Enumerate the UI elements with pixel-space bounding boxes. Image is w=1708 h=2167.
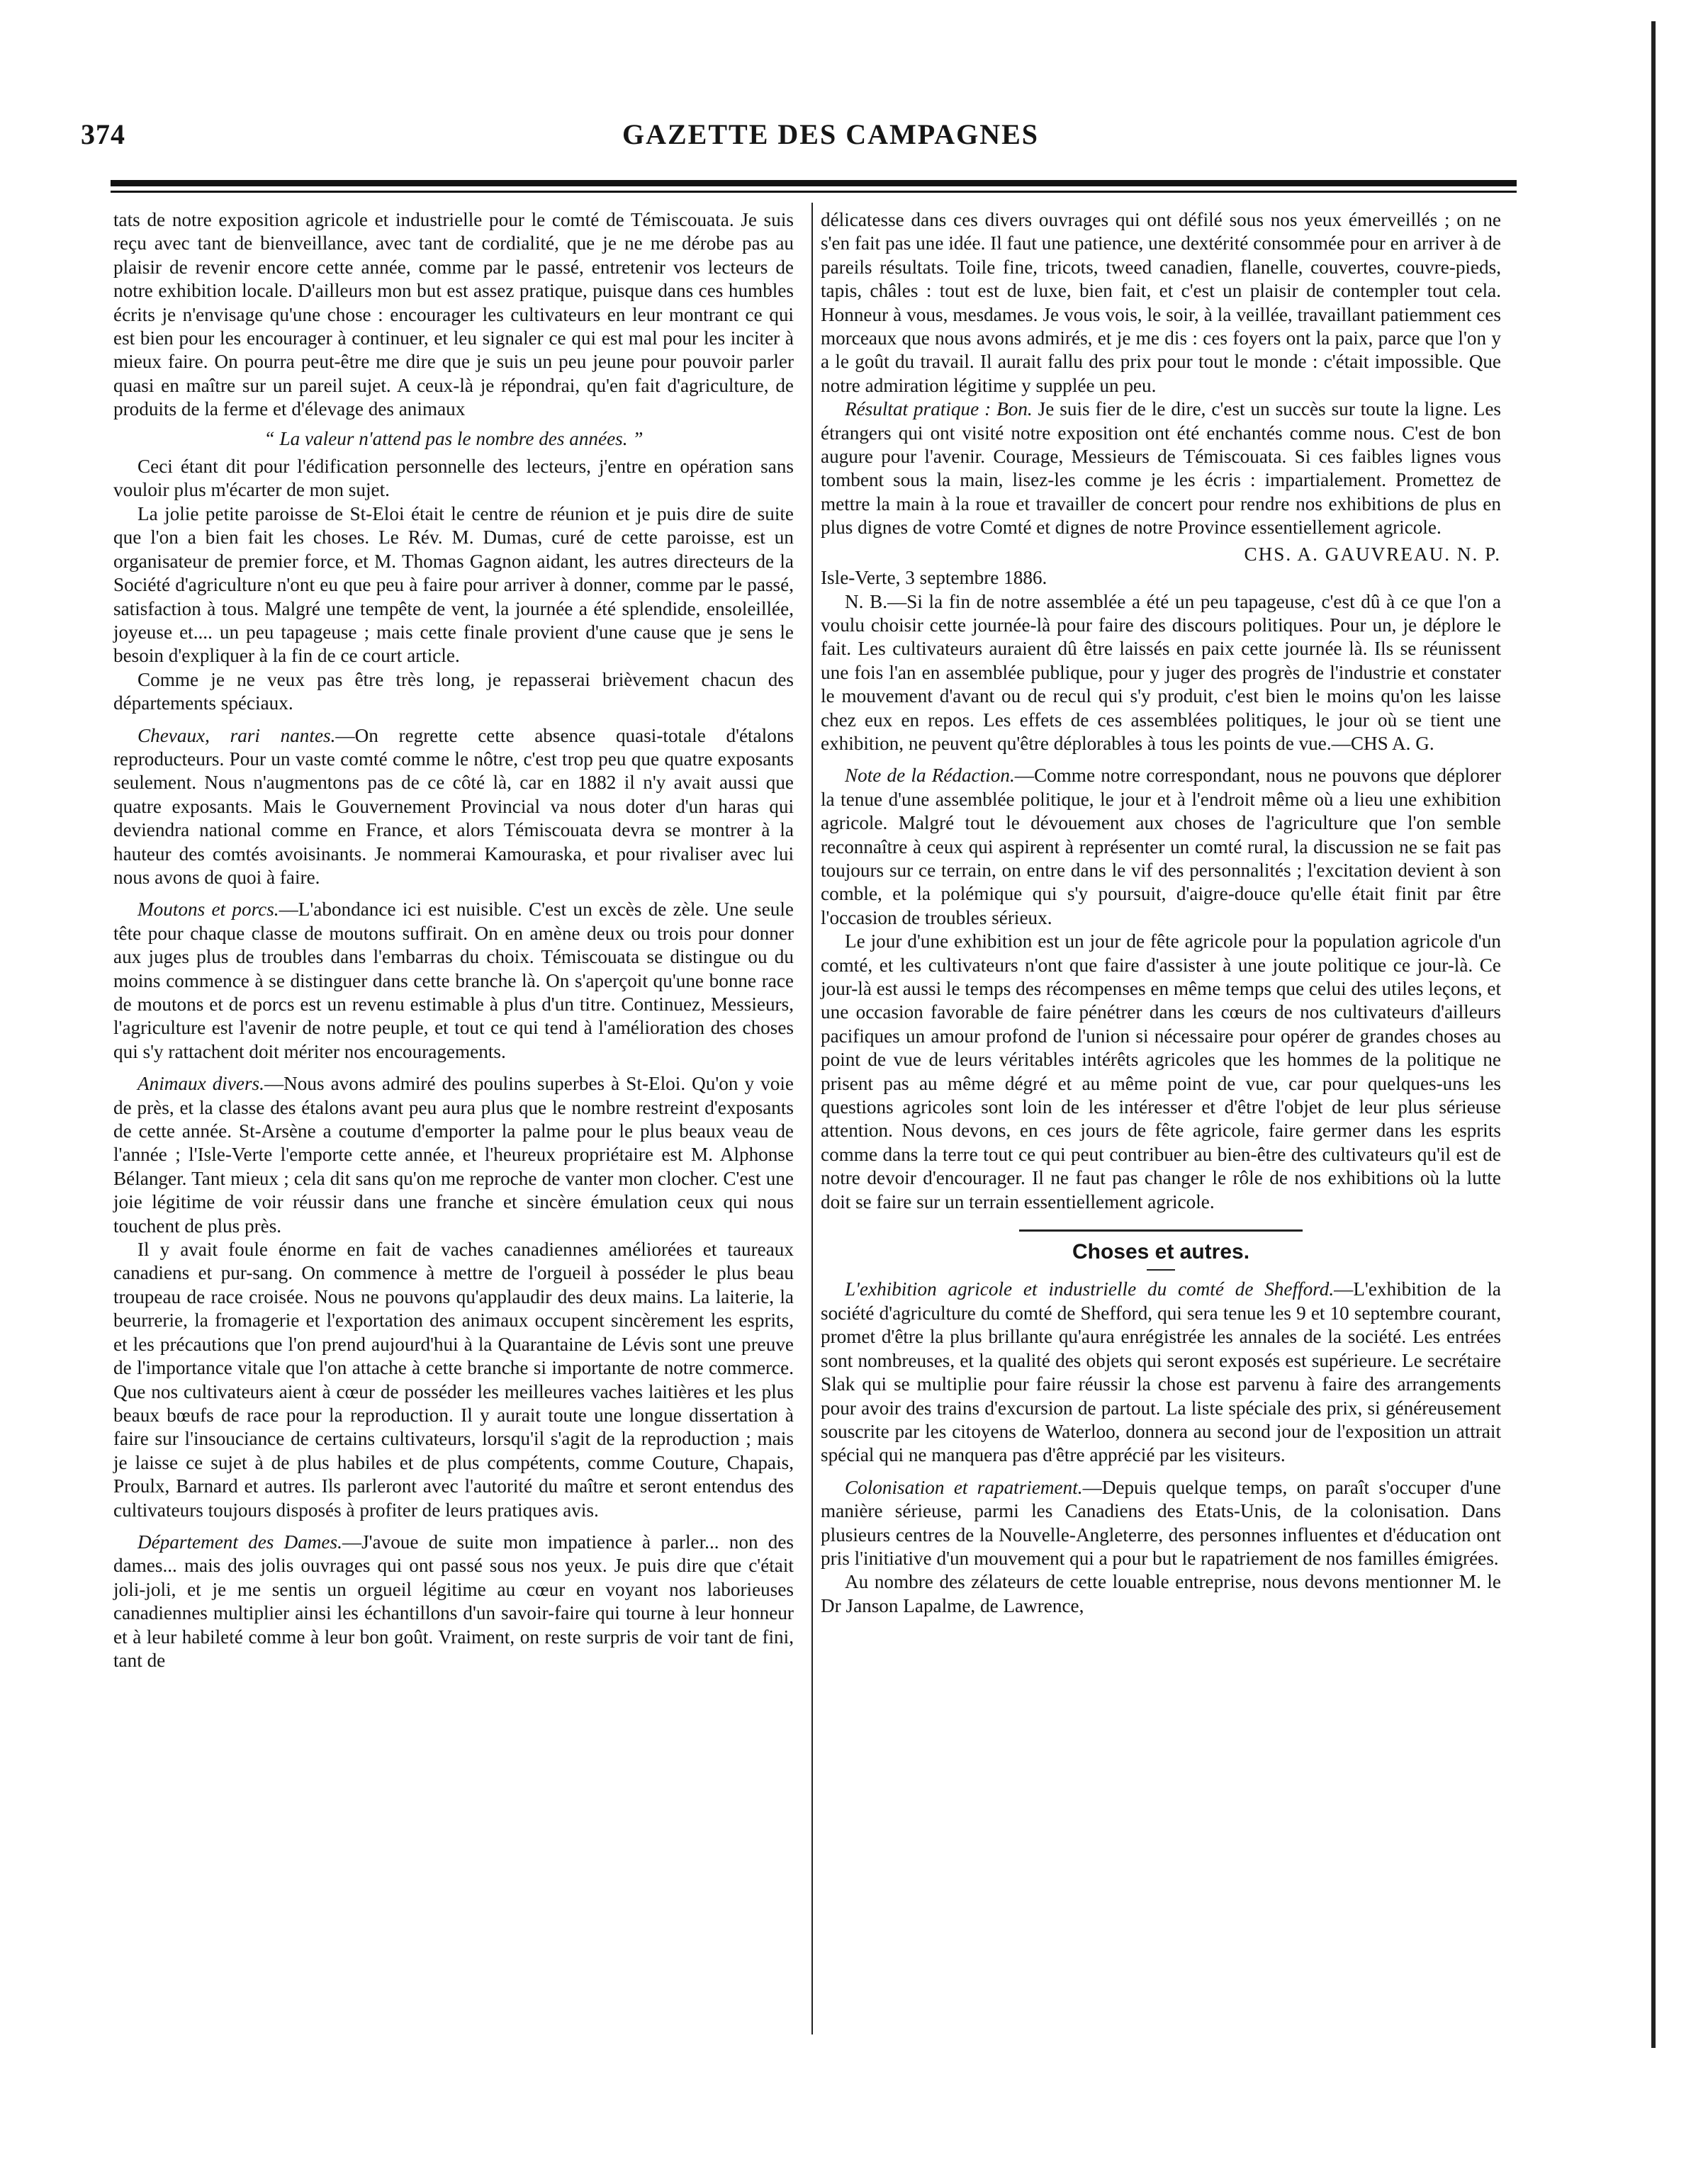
paragraph-lead: Colonisation et rapatriement. xyxy=(845,1476,1083,1498)
header-rule-thin xyxy=(111,191,1517,193)
binding-edge-mark xyxy=(1651,21,1656,2048)
paragraph-lead: Chevaux, rari nantes. xyxy=(137,724,336,746)
paragraph-chevaux xyxy=(113,724,794,890)
section-rule xyxy=(1019,1229,1303,1232)
paragraph-moutons xyxy=(113,898,794,1064)
paragraph-body: —L'abondance ici est nuisible. C'est un excès de zèle. Une seule tête pour chaque classe de moutons suffirait. On en amène deux ou trois pour donner aux juges plus de troubles dans l'embarras du choix. Témiscouata se distingue ou du moins commence à se distinguer dans cette branche là. On s'aperçoit qu'une bonne race de moutons et de porcs est un revenu estimable à plus d'un titre. Continuez, Messieurs, l'agriculture est l'avenir de notre peuple, et tout ce qui tend à l'amélioration des choses qui s'y rattachent doit mériter nos encouragements. xyxy=(113,899,794,1062)
page-number: 374 xyxy=(81,118,125,150)
paragraph: Comme je ne veux pas être très long, je repasserai brièvement chacun des départements spéciaux. xyxy=(113,668,794,714)
paragraph-body: Je suis fier de le dire, c'est un succès sur toute la ligne. Les étrangers qui ont visité notre exposition ont été enchantés comme nous. C'est de bon augure pour l'avenir. Courage, Messieurs de Témiscouata. Si ces faibles lignes vous tombent sous la main, lisez-les comme je les écris : impartialement. Promettez de mettre la main à la roue et travailler de concert pour rendre nos exhibitions de plus en plus dignes de votre Comté et dignes de notre Province essentiellement agricole. xyxy=(821,398,1501,539)
paragraph: La jolie petite paroisse de St-Eloi était le centre de réunion et je puis dire de suite que l'on a bien fait les choses. Le Rév. M. Dumas, curé de cette paroisse, est un organisateur de premier force, et M. Thomas Gagnon aidant, les autres directeurs de la Société d'agriculture n'ont eu que peu à faire pour arriver à donner, comme par le passé, satisfaction à tous. Malgré une tempête de vent, la journée a été splendide, ensoleillée, joyeuse et.... un peu tapageuse ; mais cette finale provient d'une cause que je sens le besoin d'expliquer à la fin de ce court article. xyxy=(113,502,794,667)
section-rule-short xyxy=(1147,1269,1175,1271)
paragraph-lead: Résultat pratique : Bon. xyxy=(845,398,1033,420)
paragraph: Le jour d'une exhibition est un jour de fête agricole pour la population agricole d'un comté, et les cultivateurs n'ont que faire d'assister à une joute politique ce jour-là. Ce jour-là est aussi le temps des récompenses en même temps que celui des utiles leçons, et une occasion favorable de faire pénétrer dans les cœurs de nos cultivateurs d'ailleurs pacifiques un amour profond de l'union si nécessaire pour opérer de grandes choses au point de vue de leurs véritables intérêts agricoles que les hommes de la politique ne prisent pas au même dégré et au même point de vue, car pour quelques-uns les questions agricoles sont loin de les intéresser et d'être l'objet de leur plus sérieuse attention. Nous devons, en ces jours de fête agricole, faire germer dans les esprits comme dans la terre tout ce qui peut contribuer au bien-être des cultivateurs qu'il est de notre devoir d'encourager. Il ne faut pas changer le rôle de nos exhibitions où la lutte doit se faire sur un terrain essentiellement agricole. xyxy=(821,930,1501,1212)
running-title: GAZETTE DES CAMPAGNES xyxy=(622,118,1040,150)
paragraph-editor-note xyxy=(821,764,1501,930)
left-column xyxy=(113,208,794,1672)
paragraph-lead: Département des Dames. xyxy=(137,1531,342,1553)
paragraph-body: —On regrette cette absence quasi-totale d'étalons reproducteurs. Pour un vaste comté comme le nôtre, c'est trop peu que quatre exposants seulement. Nous n'augmentons pas de ce côté là, car en 1882 il n'y avait aussi que quatre exposants. Mais le Gouvernement Provincial va nous doter d'un haras qui deviendra national comme en France, et alors Témiscouata devra se montrer à la hauteur des comtés avoisinants. Je nommerai Kamouraska, et pour rivaliser avec lui nous avons de quoi à faire. xyxy=(113,724,794,888)
paragraph-lead: L'exhibition agricole et industrielle du comté de Shefford. xyxy=(845,1278,1335,1300)
paragraph: Ceci étant dit pour l'édification personnelle des lecteurs, j'entre en opération sans vouloir plus m'écarter de mon sujet. xyxy=(113,456,794,501)
paragraph-shefford xyxy=(821,1278,1501,1467)
section-heading: Choses et autres. xyxy=(1072,1240,1250,1264)
paragraph-lead: Moutons et porcs. xyxy=(137,899,279,921)
paragraph-continued: délicatesse dans ces divers ouvrages qui ont défilé sous nos yeux émerveillés ; on ne s'en fait pas une idée. Il faut une patience, une dextérité consommée pour en arriver à de pareils résultats. Toile fine, tricots, tweed canadien, flanelle, couvertes, couvre-pieds, tapis, châles : tout est de luxe, bien fait, et c'est un plaisir de contempler tout cela. Honneur à vous, mesdames. Je vous vois, le soir, à la veillée, travaillant patiemment ces morceaux que nous avons admirés, et je me dis : ces foyers ont la paix, parce que l'on y a le goût du travail. Il aurait fallu des prix pour tout le monde : c'était impossible. Que notre admiration légitime y supplée un peu. xyxy=(821,209,1501,396)
paragraph: Au nombre des zélateurs de cette louable entreprise, nous devons mentionner M. le Dr Janson Lapalme, de Lawrence, xyxy=(821,1571,1501,1616)
column-divider xyxy=(811,203,813,2034)
paragraph-resultat xyxy=(821,398,1501,539)
paragraph-body: —J'avoue de suite mon impatience à parler... non des dames... mais des jolis ouvrages qui ont passé sous nos yeux. Je puis dire que c'était joli-joli, et je me sentis un orgueil légitime au cœur en voyant nos laborieuses canadiennes multiplier ainsi les échantillons d'un savoir-faire qui tourne à leur honneur et à leur habileté comme à leur bon goût. Vraiment, on reste surpris de voir tant de fini, tant de xyxy=(113,1531,794,1671)
dateline: Isle-Verte, 3 septembre 1886. xyxy=(821,567,1047,589)
signature: CHS. A. GAUVREAU. N. P. xyxy=(1244,543,1501,565)
section-header xyxy=(821,1229,1501,1271)
paragraph-colonisation xyxy=(821,1476,1501,1571)
page-header xyxy=(0,118,1708,160)
paragraph-animaux xyxy=(113,1072,794,1238)
paragraph-body: —Depuis quelque temps, on paraît s'occuper d'une manière sérieuse, parmi les Canadiens des Etats-Unis, de la colonisation. Dans plusieurs centres de la Nouvelle-Angleterre, des personnes influentes et d'éducation ont pris l'initiative d'un mouvement qui a pour but le rapatriement de nos familles émigrées. xyxy=(821,1476,1502,1569)
paragraph-body: —L'exhibition de la société d'agriculture du comté de Shefford, qui sera tenue les 9 et 10 septembre courant, promet d'être la plus brillante qu'aura enrégistrée les annales de la société. Les entrées sont nombreuses, et la qualité des objets qui seront exposés est supérieure. Le secrétaire Slak qui se multiplie pour faire réussir la chose est parvenu à faire des arrangements pour avoir des trains d'excursion de partout. La liste spéciale des prix, si généreusement souscrite par les citoyens de Waterloo, donnera au second jour de l'exposition un attrait spécial qui ne manquera pas d'être apprécié par les visiteurs. xyxy=(821,1278,1501,1466)
paragraph-dames xyxy=(113,1531,794,1672)
paragraph-body: —Comme notre correspondant, nous ne pouvons que déplorer la tenue d'une assemblée politique, le jour et à l'endroit même où a lieu une exhibition agricole. Malgré tout le dévouement aux choses de l'agriculture que l'on semble reconnaître à ceux qui aspirent à représenter un comté rural, la discussion ne se fait pas toujours sur ce terrain, on entre dans le vif des personnalités ; l'excitation devient à son comble, et la polémique qui s'y poursuit, d'aigre-douce qu'elle était finit par être l'occasion de troubles sérieux. xyxy=(821,765,1501,928)
right-column xyxy=(821,208,1501,1618)
paragraph-body: —Nous avons admiré des poulins superbes à St-Eloi. Qu'on y voie de près, et la classe des étalons avant peu aura plus que le nombre restreint d'exposants de cette année. St-Arsène a coutume d'emporter la palme pour le plus beaux veau de l'année ; l'Isle-Verte l'emporte cette année, et l'heureux propriétaire est M. Alphonse Bélanger. Tant mieux ; cela dit sans qu'on me reproche de vanter mon clocher. C'est une joie légitime de voir réussir dans une franche et sincère émulation ceux qui nous touchent de plus près. xyxy=(113,1073,794,1237)
paragraph-lead: Note de la Rédaction. xyxy=(845,765,1015,787)
paragraph-intro: tats de notre exposition agricole et industrielle pour le comté de Témiscouata. Je suis reçu avec tant de bienveillance, avec tant de cordialité, que je ne me dérobe pas au plaisir de revenir encore cette année, comme par le passé, entretenir vos lecteurs de notre exhibition locale. D'ailleurs mon but est assez pratique, puisque dans ces humbles écrits je n'envisage qu'une chose : encourager les cultivateurs en leur montrant ce qui est bien pour les encourager à continuer, et leu signaler ce qui est mal pour les inciter à mieux faire. On pourra peut-être me dire que je suis un peu jeune pour pouvoir parler quasi en maître sur un pareil sujet. A ceux-là je répondrai, qu'en fait d'agriculture, de produits de la ferme et d'élevage des animaux xyxy=(113,209,794,420)
paragraph: Il y avait foule énorme en fait de vaches canadiennes améliorées et taureaux canadiens et pur-sang. On commence à mettre de l'orgueil à posséder le plus beau troupeau de race croisée. Nous ne pouvons qu'applaudir des deux mains. La laiterie, la beurrerie, la fromagerie et l'exportation des animaux occupent sincèrement les esprits, et les précautions que l'on prend aujourd'hui à la Quarantaine de Lévis sont une preuve de l'importance vitale que l'on attache à cette branche si importante de notre commerce. Que nos cultivateurs aient à cœur de posséder les meilleures vaches laitières et les plus beaux bœufs de race pour la reproduction. Il y aurait toute une longue dissertation à faire sur l'insouciance de certains cultivateurs, lorsqu'il s'agit de la reproduction ; mais je laisse ce sujet à de plus habiles et de plus compétents, comme Couture, Chapais, Proulx, Barnard et autres. Ils parleront avec l'autorité du maître et seront entendus des cultivateurs toujours disposés à profiter de leurs pratiques avis. xyxy=(113,1239,794,1521)
paragraph-lead: Animaux divers. xyxy=(137,1073,264,1095)
quote-line: “ La valeur n'attend pas le nombre des années. ” xyxy=(264,427,644,449)
header-rule-thick xyxy=(111,180,1517,186)
paragraph-nota-bene: N. B.—Si la fin de notre assemblée a été un peu tapageuse, c'est dû à ce que l'on a voulu choisir cette journée-là pour faire des discours politiques. Pour un, je déplore le fait. Les cultivateurs auraient dû être laissés en paix cette journée là. Ils se réunissent une fois l'an en assemblée publique, pour y juger des progrès de l'industrie et constater le mouvement d'avant ou de recul qui s'y produit, c'est bien le moins qu'on les laisse chez eux en repos. Les effets de ces assemblées politiques, le jour où se tient une exhibition, ne peuvent qu'être déplorables à tous les points de vue.—CHS A. G. xyxy=(821,590,1501,754)
